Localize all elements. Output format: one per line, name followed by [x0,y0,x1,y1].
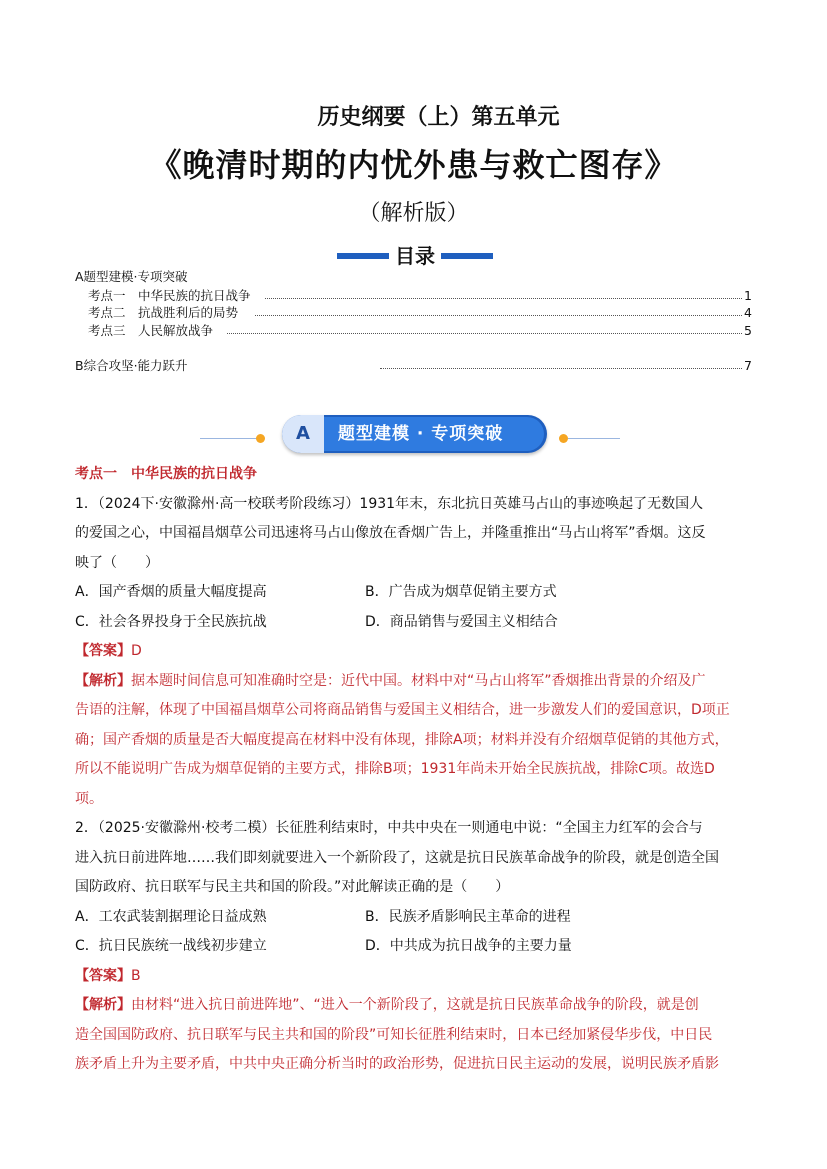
banner-pill [282,415,547,453]
unit-title: 历史纲要（上）第五单元 [317,104,560,130]
q1-option-a[interactable]: A．国产香烟的质量大幅度提高 [75,584,267,600]
q1-option-c[interactable]: C．社会各界投身于全民族抗战 [75,613,267,630]
toc-item-page: 5 [744,323,752,338]
kp-heading: 考点一 中华民族的抗日战争 [75,466,257,482]
toc-item-label: 考点一 中华民族的抗日战争 [88,288,251,303]
document-title: 《晚清时期的内忧外患与救亡图存》 [149,146,678,184]
q1-answer-label: 【答案】 [75,643,131,659]
q2-stem-line: 2．（2025·安徽滁州·校考二模）长征胜利结束时，中共中央在一则通电中说：“全国主力红军的会合与 [75,820,703,836]
q2-options-row [75,903,755,933]
q2-option-a[interactable]: A．工农武装割据理论日益成熟 [75,908,267,925]
toc-item[interactable] [75,322,752,339]
edition-label: （解析版） [358,201,469,226]
toc-bar-left [337,253,389,259]
toc-header [0,240,827,270]
toc-section-b-page: 7 [744,358,752,373]
banner-text: 题型建模 · 专项突破 [338,424,504,444]
toc-item-page: 1 [744,288,752,303]
q1-option-d[interactable]: D．商品销售与爱国主义相结合 [365,613,558,630]
q2-stem-line: 国防政府、抗日联军与民主共和国的阶段。”对此解读正确的是（ ） [75,879,510,895]
q1-answer-value: D [131,643,142,659]
q2-stem-line: 进入抗日前进阵地……我们即刻就要进入一个新阶段了，这就是抗日民族革命战争的阶段，就是创造全国 [75,849,719,866]
toc-item-label: 考点三 人民解放战争 [88,323,214,338]
toc-item-label: 考点二 抗战胜利后的局势 [88,305,239,320]
q1-stem-line: 1．（2024下·安徽滁州·高一校联考阶段练习）1931年末，东北抗日英雄马占山的事迹唤起了无数国人 [75,495,704,512]
document-body [75,460,755,1080]
q2-explanation [75,991,755,1080]
q1-explain-line: 项。 [75,790,103,807]
toc-item[interactable] [75,304,752,321]
q1-explain-line: 据本题时间信息可知准确时空是：近代中国。材料中对“马占山将军”香烟推出背景的介绍及广 [131,672,706,689]
question-1 [75,490,755,815]
q1-explanation [75,667,755,815]
toc-section-a[interactable] [75,268,752,285]
banner-dot-right [559,434,568,443]
q1-stem-line: 的爱国之心，中国福昌烟草公司迅速将马占山像放在香烟广告上，并隆重推出“马占山将军”香烟。这反 [75,525,706,541]
q1-options-row [75,608,755,638]
q1-option-b[interactable]: B．广告成为烟草促销主要方式 [365,584,557,600]
q2-option-d[interactable]: D．中共成为抗日战争的主要力量 [365,938,572,954]
q1-stem-line: 映了（ ） [75,554,159,571]
banner-badge: A [282,415,324,453]
q2-explain-line: 由材料“进入抗日前进阵地”、“进入一个新阶段了，这就是抗日民族革命战争的阶段，就是创 [131,997,699,1013]
toc-section-b-label: B综合攻坚·能力跃升 [75,358,188,373]
q2-explain-line: 造全国国防政府、抗日联军与民主共和国的阶段”可知长征胜利结束时，日本已经加紧侵华步伐，中日民 [75,1026,713,1043]
q2-answer [75,962,755,992]
toc-item-page: 4 [744,305,752,320]
q2-options-row [75,932,755,962]
toc-section-b[interactable] [75,357,752,374]
q1-explain-line: 确；国产香烟的质量是否大幅度提高在材料中没有体现，排除A项；材料并没有介绍烟草促销的其他方式， [75,731,729,748]
toc-item[interactable] [75,287,752,304]
q2-answer-label: 【答案】 [75,967,131,984]
question-2 [75,814,755,1080]
toc-section-a-label: A题型建模·专项突破 [75,269,188,284]
q2-option-c[interactable]: C．抗日民族统一战线初步建立 [75,938,267,954]
toc-bar-right [441,253,493,259]
banner-dot-left [256,434,265,443]
q1-explain-line: 告语的注解，体现了中国福昌烟草公司将商品销售与爱国主义相结合，进一步激发人们的爱国意识，D项正 [75,702,730,718]
q1-explain-label: 【解析】 [75,672,131,689]
q2-explain-line: 族矛盾上升为主要矛盾，中共中央正确分析当时的政治形势，促进抗日民主运动的发展，说明民族矛盾影 [75,1056,719,1072]
q2-answer-value: B [131,967,141,984]
q2-option-b[interactable]: B．民族矛盾影响民主革命的进程 [365,908,571,925]
section-banner [200,415,620,455]
q1-options-row [75,578,755,608]
q1-explain-line: 所以不能说明广告成为烟草促销的主要方式，排除B项；1931年尚未开始全民族抗战，排除C项。故选D [75,761,715,777]
toc-title: 目录 [395,244,435,268]
q2-explain-label: 【解析】 [75,997,131,1013]
q1-answer [75,637,755,667]
